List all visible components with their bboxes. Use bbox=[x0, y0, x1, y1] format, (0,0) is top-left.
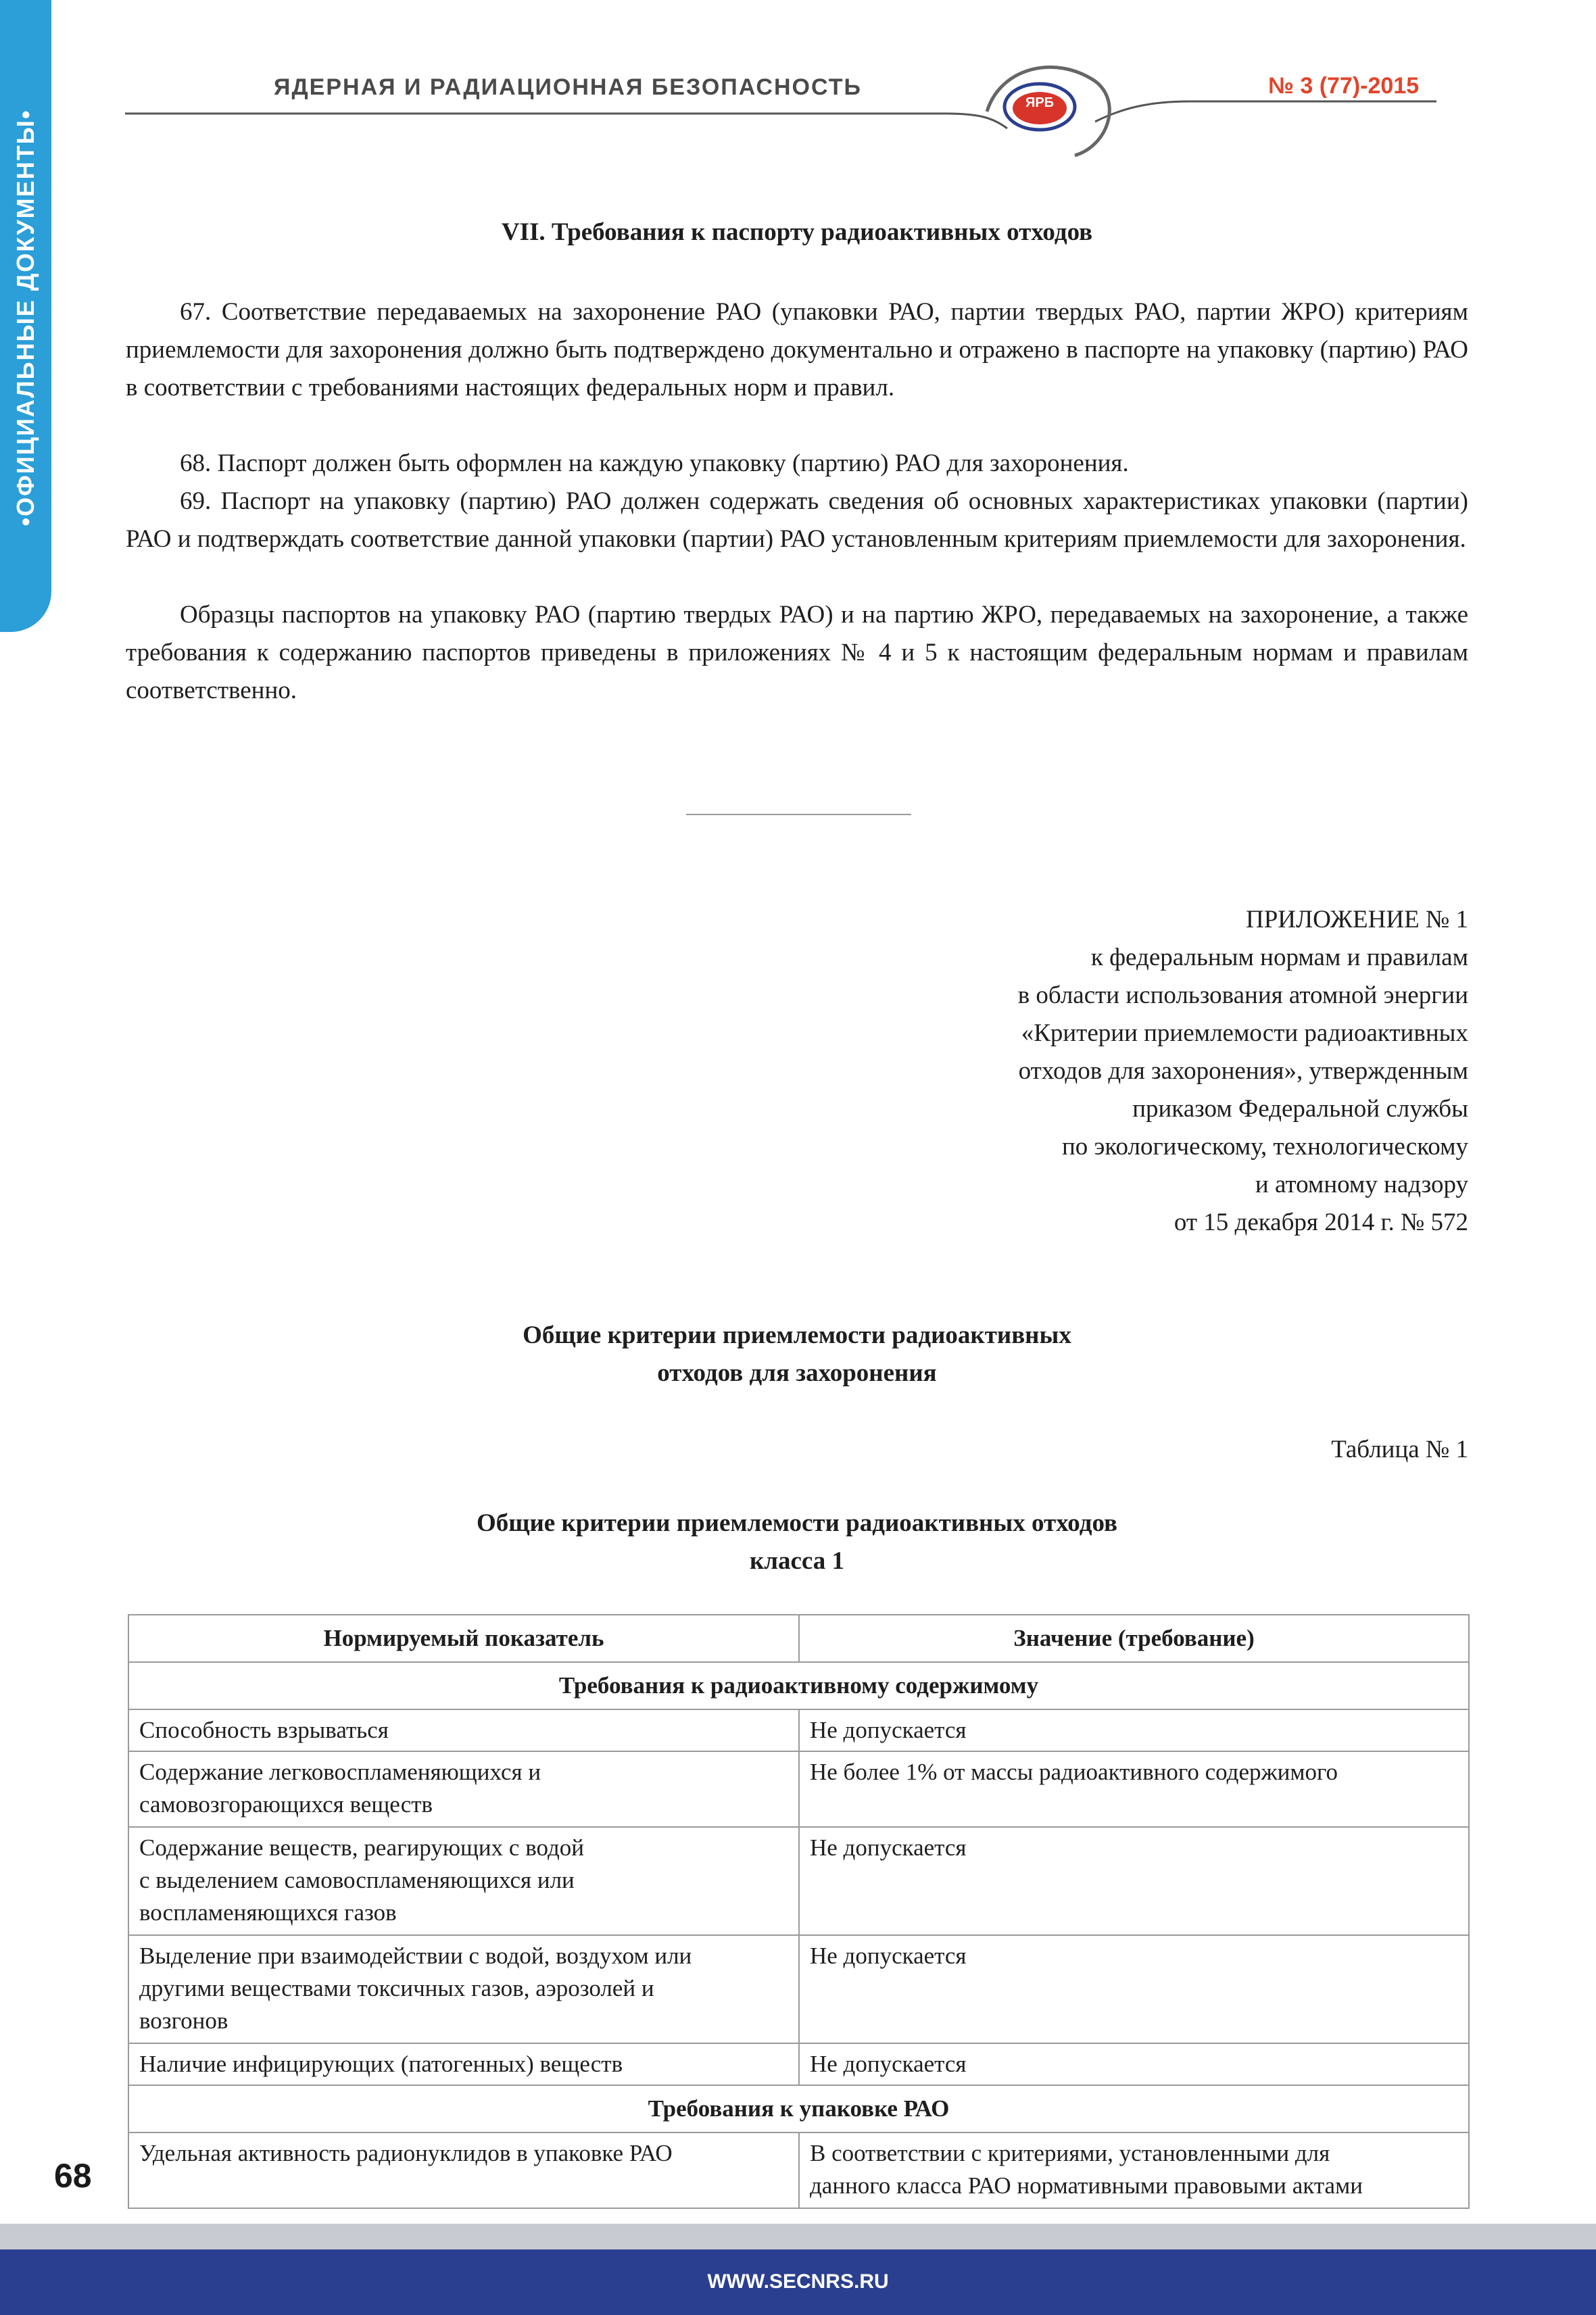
table-label: Таблица № 1 bbox=[1331, 1436, 1468, 1463]
section-divider bbox=[686, 814, 911, 815]
appendix-line: и атомному надзору bbox=[1255, 1171, 1468, 1198]
indicator-cell: Содержание легковоспламеняющихся и самовозгорающихся веществ bbox=[128, 1751, 799, 1827]
table-title-line1: Общие критерии приемлемости радиоактивных отходов bbox=[476, 1509, 1118, 1537]
table-title-line2: класса 1 bbox=[749, 1547, 845, 1575]
appendix-line: отходов для захоронения», утвержденным bbox=[1018, 1057, 1468, 1085]
table-row bbox=[128, 1827, 1469, 1935]
table-row bbox=[128, 1751, 1469, 1827]
paragraph-samples: Образцы паспортов на упаковку РАО (партию твердых РАО) и на партию ЖРО, передаваемых на захоронение, а также требования к содержанию паспортов приведены в приложениях № 4 и 5 к настоящим федеральным нормам и правилам соответственно. bbox=[126, 601, 1468, 704]
section-package: Требования к упаковке РАО bbox=[128, 2085, 1469, 2133]
appendix-line: в области использования атомной энергии bbox=[1017, 981, 1468, 1009]
journal-title: ЯДЕРНАЯ И РАДИАЦИОННАЯ БЕЗОПАСНОСТЬ bbox=[274, 74, 862, 100]
header-rule-right bbox=[1095, 101, 1436, 122]
appendix-line: «Критерии приемлемости радиоактивных bbox=[1021, 1019, 1468, 1047]
section-radioactive-content: Требования к радиоактивному содержимому bbox=[128, 1662, 1469, 1709]
appendix-title-line1: Общие критерии приемлемости радиоактивных bbox=[523, 1321, 1071, 1349]
section-heading: VII. Требования к паспорту радиоактивных отходов bbox=[501, 218, 1093, 246]
table-row bbox=[128, 2133, 1469, 2208]
table-header-row bbox=[128, 1615, 1469, 1662]
indicator-cell: Выделение при взаимодействии с водой, воздухом или другими веществами токсичных газов, аэрозолей и возгонов bbox=[128, 1935, 799, 2043]
table-section-row bbox=[128, 1662, 1469, 1709]
value-cell: Не допускается bbox=[799, 1935, 1469, 2043]
paragraph-67: 67. Соответствие передаваемых на захоронение РАО (упаковки РАО, партии твердых РАО, партии ЖРО) критериям приемлемости для захоронения должно быть подтверждено документально и отражено в паспорте на упаковку (партию) РАО в соответствии с требованиями настоящих федеральных норм и правил. bbox=[126, 298, 1468, 401]
paragraph-68: 68. Паспорт должен быть оформлен на каждую упаковку (партию) РАО для захоронения. bbox=[180, 449, 1129, 477]
value-cell: Не более 1% от массы радиоактивного содержимого bbox=[799, 1751, 1469, 1827]
table-row bbox=[128, 2043, 1469, 2085]
appendix-line: по экологическому, технологическому bbox=[1062, 1133, 1468, 1161]
appendix-line: к федеральным нормам и правилам bbox=[1090, 944, 1468, 971]
logo-text: ЯРБ bbox=[1025, 95, 1055, 110]
table-section-row bbox=[128, 2085, 1469, 2133]
indicator-cell: Содержание веществ, реагирующих с водой с выделением самовоспламеняющихся или воспламеняющихся газов bbox=[128, 1827, 799, 1935]
appendix-line: от 15 декабря 2014 г. № 572 bbox=[1174, 1209, 1468, 1236]
appendix-line: приказом Федеральной службы bbox=[1132, 1095, 1468, 1123]
footer-url: WWW.SECNRS.RU bbox=[707, 2270, 889, 2293]
table-row bbox=[128, 1709, 1469, 1751]
page-number: 68 bbox=[54, 2157, 92, 2195]
indicator-cell: Наличие инфицирующих (патогенных) веществ bbox=[128, 2043, 799, 2085]
value-cell: Не допускается bbox=[799, 1827, 1469, 1935]
appendix-title-line2: отходов для захоронения bbox=[657, 1359, 937, 1387]
value-cell: В соответствии с критериями, установленными для данного класса РАО нормативными правовыми актами bbox=[799, 2133, 1469, 2208]
header-rule-left bbox=[125, 114, 1007, 128]
side-tab-label: •ОФИЦИАЛЬНЫЕ ДОКУМЕНТЫ• bbox=[11, 109, 39, 527]
table-row bbox=[128, 1935, 1469, 2043]
value-cell: Не допускается bbox=[799, 2043, 1469, 2085]
appendix-line: ПРИЛОЖЕНИЕ № 1 bbox=[1245, 906, 1468, 933]
indicator-cell: Способность взрываться bbox=[128, 1709, 799, 1751]
indicator-cell: Удельная активность радионуклидов в упаковке РАО bbox=[128, 2133, 799, 2208]
issue-number: № 3 (77)-2015 bbox=[1268, 73, 1420, 99]
value-cell: Не допускается bbox=[799, 1709, 1469, 1751]
criteria-table bbox=[128, 1614, 1470, 2209]
column-header-indicator: Нормируемый показатель bbox=[128, 1615, 799, 1662]
paragraph-69: 69. Паспорт на упаковку (партию) РАО должен содержать сведения об основных характеристиках упаковки (партии) РАО и подтверждать соответствие данной упаковки (партии) РАО установленным критериям приемлемости для захоронения. bbox=[126, 487, 1468, 553]
column-header-value: Значение (требование) bbox=[799, 1615, 1469, 1662]
